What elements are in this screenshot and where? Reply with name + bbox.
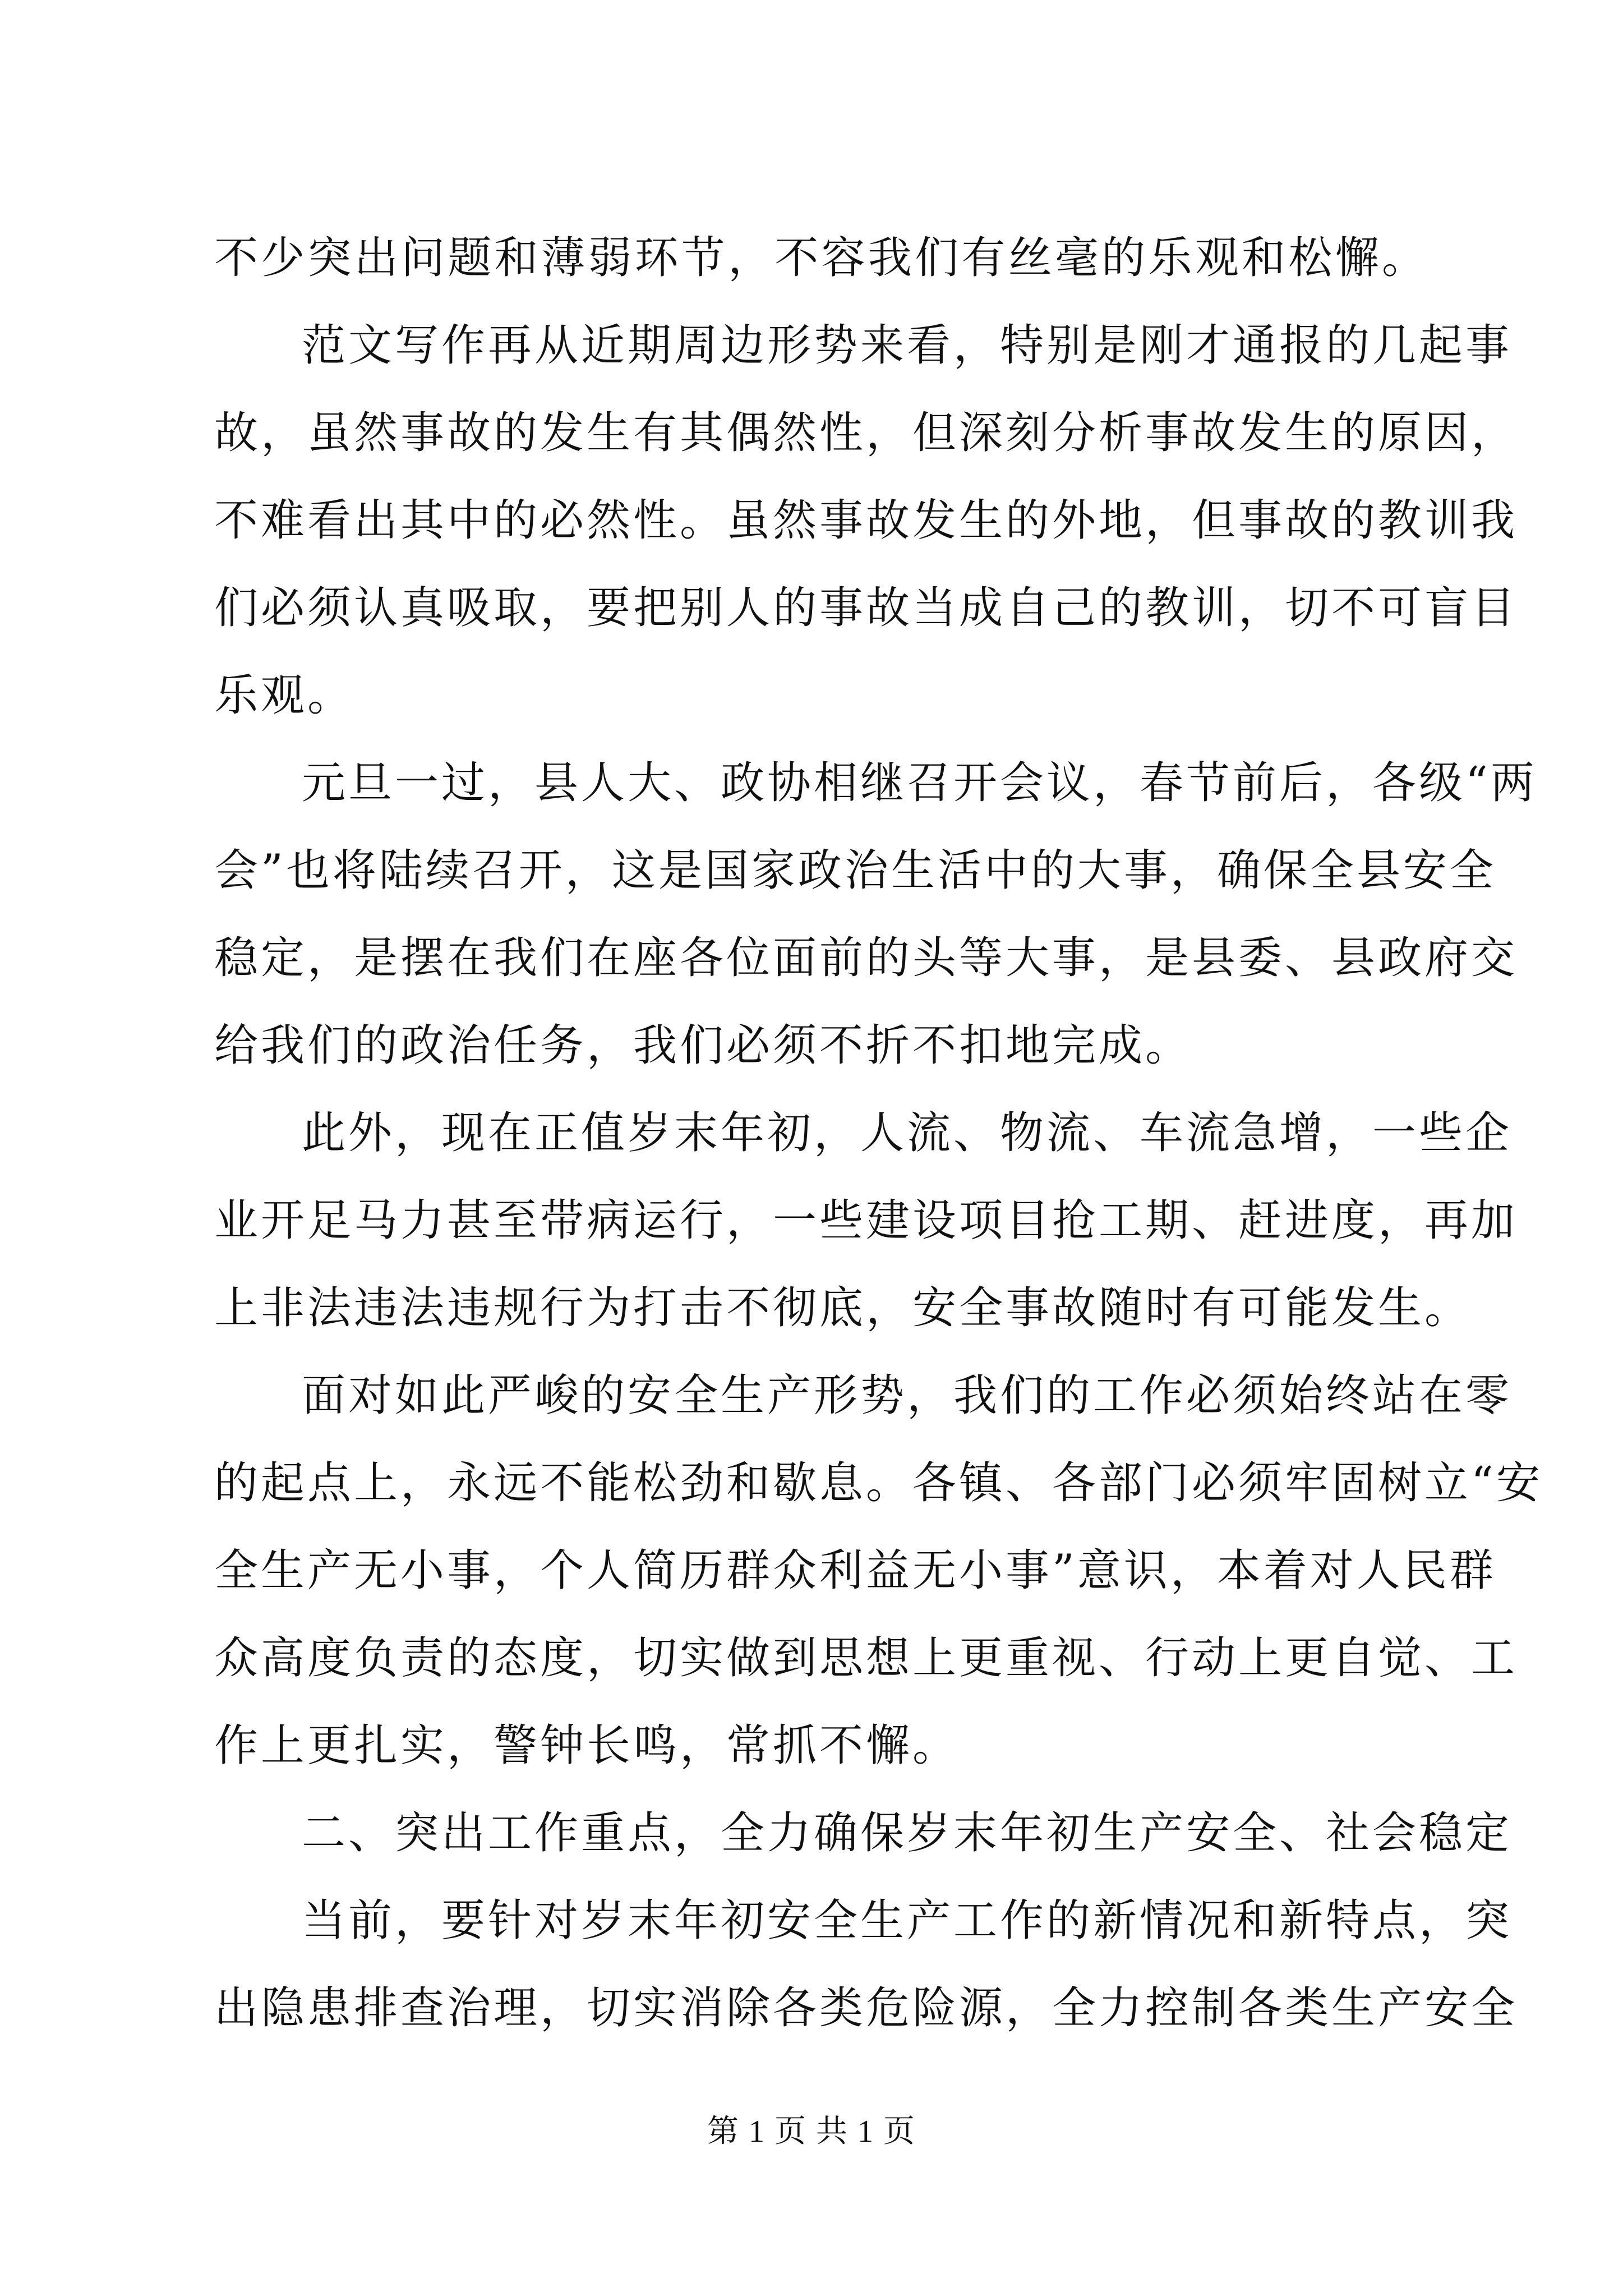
text-line: 会”也将陆续召开，这是国家政治生活中的大事，确保全县安全 <box>214 845 1496 896</box>
text-line: 的起点上，永远不能松劲和歇息。各镇、各部门必须牢固树立“安 <box>214 1458 1543 1508</box>
text-line: 不少突出问题和薄弱环节，不容我们有丝毫的乐观和松懈。 <box>214 233 1428 283</box>
text-line: 出隐患排查治理，切实消除各类危险源，全力控制各类生产安全 <box>214 1983 1518 2033</box>
text-line: 业开足马力甚至带病运行，一些建设项目抢工期、赶进度，再加 <box>214 1195 1518 1246</box>
text-line: 面对如此严峻的安全生产形势，我们的工作必须始终站在零 <box>302 1370 1513 1421</box>
text-line: 们必须认真吸取，要把别人的事故当成自己的教训，切不可盲目 <box>214 583 1518 633</box>
text-line: 故，虽然事故的发生有其偶然性，但深刻分析事故发生的原因， <box>214 408 1518 458</box>
text-line: 此外，现在正值岁末年初，人流、物流、车流急增，一些企 <box>302 1108 1513 1158</box>
text-line: 范文写作再从近期周边形势来看，特别是刚才通报的几起事 <box>302 320 1513 371</box>
document-body <box>214 214 1543 2052</box>
text-line: 作上更扎实，警钟长鸣，常抓不懈。 <box>214 1720 960 1771</box>
page-footer: 第 1 页 共 1 页 <box>707 2114 916 2149</box>
text-line: 上非法违法违规行为打击不彻底，安全事故随时有可能发生。 <box>214 1283 1472 1333</box>
text-line: 元旦一过，县人大、政协相继召开会议，春节前后，各级“两 <box>302 758 1537 808</box>
text-line: 众高度负责的态度，切实做到思想上更重视、行动上更自觉、工 <box>214 1633 1518 1683</box>
text-line: 当前，要针对岁末年初安全生产工作的新情况和新特点，突 <box>302 1895 1513 1946</box>
text-line: 稳定，是摆在我们在座各位面前的头等大事，是县委、县政府交 <box>214 933 1518 983</box>
text-line: 全生产无小事，个人简历群众利益无小事”意识，本着对人民群 <box>214 1545 1496 1596</box>
text-line: 乐观。 <box>214 670 354 721</box>
section-heading: 二、突出工作重点，全力确保岁末年初生产安全、社会稳定 <box>302 1808 1513 1858</box>
text-line: 给我们的政治任务，我们必须不折不扣地完成。 <box>214 1020 1192 1071</box>
text-line: 不难看出其中的必然性。虽然事故发生的外地，但事故的教训我 <box>214 495 1518 546</box>
